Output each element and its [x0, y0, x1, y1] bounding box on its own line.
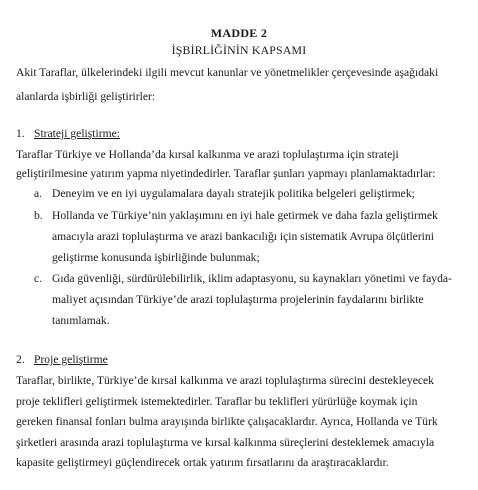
list-item-marker: b. — [34, 209, 43, 222]
article-number: MADDE 2 — [210, 26, 268, 40]
list-item-marker: c. — [34, 272, 43, 285]
section-number: 2. — [16, 353, 25, 366]
list-item-line: tanımlamak. — [52, 314, 110, 327]
section-paragraph-line: geliştirilmesine yatırım yapma niyetindedirler. Taraflar şunları yapmayı planlamaktadırlar: — [16, 167, 436, 180]
list-item-marker: a. — [34, 187, 43, 200]
list-item-line: Deneyim ve en iyi uygulamalara dayalı stratejik politika belgeleri geliştirmek; — [52, 187, 415, 200]
list-item-line: amacıyla arazi toplulaştırma ve arazi bankacılığı için sistematik Avrupa ölçütlerini — [52, 230, 434, 243]
section-paragraph-line: şirketleri arasında arazi toplulaştırma ve kırsal kalkınma süreçlerini desteklemek amacıyla — [16, 436, 435, 449]
section-number: 1. — [16, 127, 25, 140]
section-paragraph-line: Taraflar, birlikte, Türkiye’de kırsal kalkınma ve arazi toplulaştırma sürecini destekleyecek — [16, 374, 434, 387]
section-paragraph-line: kapasite geliştirmeyi güçlendirecek ortak yatırım fırsatlarını da araştıracaklardır. — [16, 456, 389, 469]
section-title: Proje geliştirme — [34, 353, 108, 366]
list-item-line: geliştirme konusunda işbirliğinde bulunmak; — [52, 251, 260, 264]
list-item-line: maliyet açısından Türkiye’de arazi toplulaştırma projelerinin faydalarını birlikte — [52, 293, 424, 306]
section-paragraph-line: gereken finansal fonları bulma arayışında birlikte çalışacaklardır. Ayrıca, Hollanda ve Türk — [16, 415, 438, 428]
article-heading: İŞBİRLİĞİNİN KAPSAMI — [171, 43, 307, 57]
section-paragraph-line: Taraflar Türkiye ve Hollanda’da kırsal kalkınma ve arazi toplulaştırma için strateji — [16, 148, 399, 161]
list-item-line: Hollanda ve Türkiye’nin yaklaşımını en iyi hale getirmek ve daha fazla geliştirmek — [52, 209, 438, 222]
intro-line: Akit Taraflar, ülkelerindeki ilgili mevcut kanunlar ve yönetmelikler çerçevesinde aşağıdaki — [16, 66, 439, 79]
intro-line: alanlarda işbirliği geliştirirler: — [16, 90, 156, 103]
list-item-line: Gıda güvenliği, sürdürülebilirlik, iklim adaptasyonu, su kaynakları yönetimi ve fayda- — [52, 272, 452, 285]
section-paragraph-line: proje teklifleri geliştirmek istemektedirler. Taraflar bu teklifleri yürürlüğe koymak için — [16, 395, 418, 408]
section-title: Strateji geliştirme: — [34, 127, 120, 140]
